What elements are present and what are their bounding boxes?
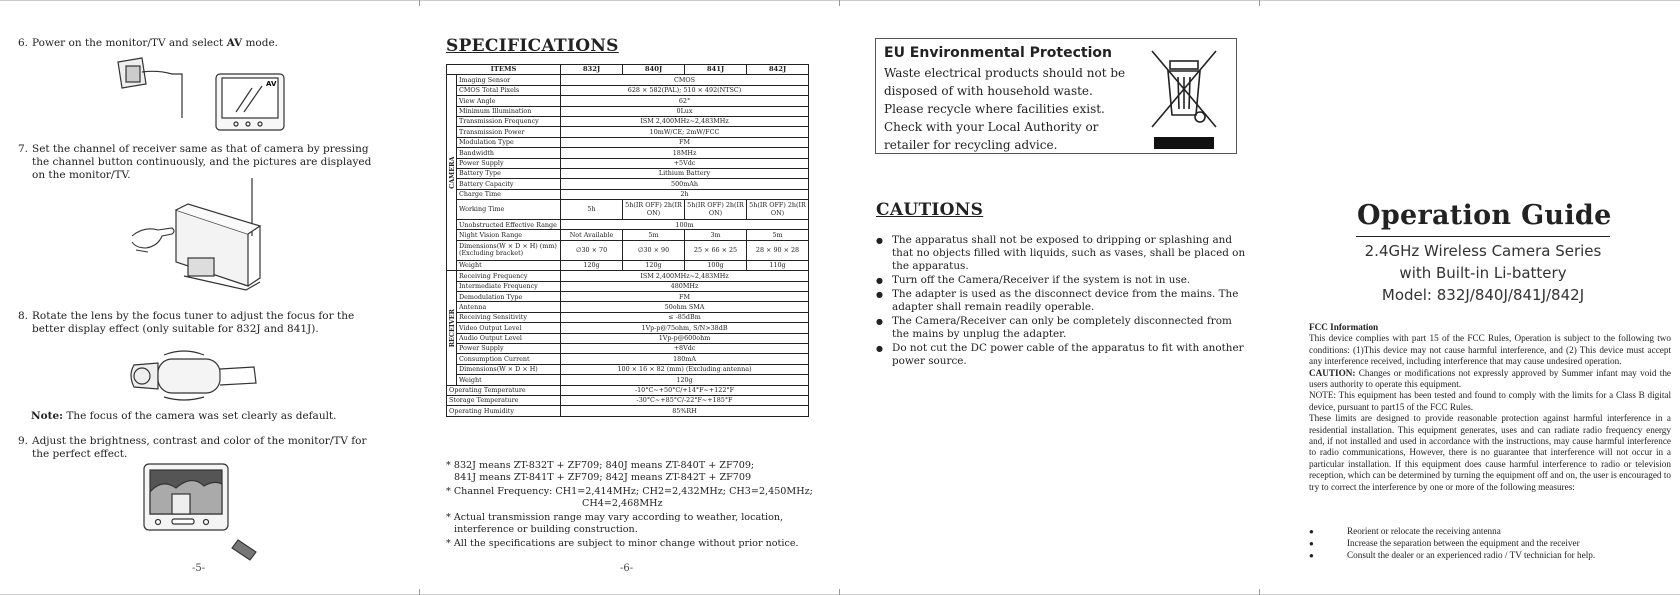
spec-value: FM [561, 292, 809, 302]
spec-value: Lithium Battery [561, 168, 809, 178]
note [31, 410, 337, 422]
spec-value: ∅30 × 70 [561, 240, 623, 260]
fcc-paragraph: This device complies with part 15 of the FCC Rules, Operation is subject to the following two conditions: (1)This device may not cause harmful interference, and (2) This device must accept any interference received, including interference that may cause undesired operation. [1309, 333, 1671, 367]
table-row [447, 127, 809, 137]
table-row [447, 75, 809, 85]
spec-value: CMOS [561, 75, 809, 85]
table-row [447, 375, 809, 385]
spec-item: Modulation Type [457, 137, 561, 147]
table-row [447, 116, 809, 126]
spec-value: ISM 2,400MHz~2,483MHz [561, 271, 809, 281]
spec-value: ≤ -85dBm [561, 312, 809, 322]
list-item: ● Turn off the Camera/Receiver if the system is not in use. [876, 274, 1246, 287]
table-row [447, 260, 809, 270]
table-row [447, 302, 809, 312]
page-number: -6- [620, 563, 634, 574]
table-row [447, 230, 809, 240]
hand-icon [132, 228, 174, 252]
spec-item: Audio Output Level [457, 333, 561, 343]
camera-group-label: CAMERA [447, 75, 457, 271]
table-row [447, 385, 809, 395]
focus-tuner-illustration [124, 345, 274, 405]
table-row [447, 292, 809, 302]
spec-item: Receiving Sensitivity [457, 312, 561, 322]
header-cell: 832J [561, 65, 623, 75]
footnote: * 832J means ZT-832T + ZF709; 840J means ZT-840T + ZF709; [446, 460, 755, 471]
spec-item: Dimensions(W × D × H) (mm) (Excluding bracket) [457, 240, 561, 260]
spec-value: 100g [685, 260, 747, 270]
header-cell: 841J [685, 65, 747, 75]
spec-value: 1Vp-p@75ohm, S/N>38dB [561, 323, 809, 333]
monitor-av-label: AV [266, 80, 277, 88]
spec-item: Weight [457, 375, 561, 385]
spec-table [446, 64, 809, 417]
operation-guide-title: Operation Guide [1357, 200, 1612, 231]
footnote: CH4=2,468MHz [582, 498, 663, 509]
spec-value: 480MHz [561, 281, 809, 291]
spec-value: 50ohm SMA [561, 302, 809, 312]
step-number: 6. [18, 37, 29, 49]
spec-value: 10mW/CE; 2mW/FCC [561, 127, 809, 137]
spec-item: Video Output Level [457, 323, 561, 333]
spec-item: View Angle [457, 96, 561, 106]
adjust-monitor-illustration [142, 462, 266, 562]
footnote: * Channel Frequency: CH1=2,414MHz; CH2=2,432MHz; CH3=2,450MHz; [446, 486, 813, 497]
spec-item: Operating Temperature [447, 385, 561, 395]
spec-value: 25 × 66 × 25 [685, 240, 747, 260]
remote-control-icon [232, 540, 256, 560]
caution-label: CAUTION: [1309, 367, 1356, 378]
table-row [447, 168, 809, 178]
table-row [447, 137, 809, 147]
spec-item: Intermediate Frequency [457, 281, 561, 291]
header-cell: 842J [747, 65, 809, 75]
fcc-title: FCC Information [1309, 322, 1379, 332]
list-item: ● The apparatus shall not be exposed to dripping or splashing and that no objects filled with liquids, such as vases, shall be placed on the apparatus. [876, 234, 1246, 273]
spec-value: 28 × 90 × 28 [747, 240, 809, 260]
spec-item: Transmission Power [457, 127, 561, 137]
table-row [447, 354, 809, 364]
table-row [447, 179, 809, 189]
spec-value: 110g [747, 260, 809, 270]
table-row [447, 85, 809, 95]
list-item: ● Increase the separation between the equipment and the receiver [1309, 538, 1671, 550]
receiver-group-label: RECEIVER [447, 271, 457, 385]
spec-value: 3m [685, 230, 747, 240]
spec-item: Power Supply [457, 343, 561, 353]
spec-item: Transmission Frequency [457, 116, 561, 126]
spec-item: Imaging Sensor [457, 75, 561, 85]
receiver-icon [176, 178, 260, 290]
fold-mark [839, 589, 840, 595]
subtitle: with Built-in Li-battery [1399, 264, 1567, 282]
table-row [447, 96, 809, 106]
step-text: Rotate the lens by the focus tuner to adjust the focus for the better display effect (only suitable for 832J and 841J). [32, 310, 355, 335]
top-rule [0, 0, 1680, 1]
table-row [447, 406, 809, 416]
spec-item: Unobstructed Effective Range [457, 220, 561, 230]
table-row [447, 333, 809, 343]
spec-value: ∅30 × 90 [623, 240, 685, 260]
table-row [447, 364, 809, 374]
table-row [447, 323, 809, 333]
step-number: 7. [18, 143, 29, 155]
av-mode-label: AV [226, 37, 243, 49]
spec-value: FM [561, 137, 809, 147]
spec-item: Working Time [457, 200, 561, 220]
camera-lens-icon [131, 351, 256, 400]
table-row [447, 240, 809, 260]
spec-item: Charge Time [457, 189, 561, 199]
eu-text: Waste electrical products should not be disposed of with household waste. Please recycle where facilities exist. Check with your Local Authority or retailer for recycling advice. [884, 66, 1126, 152]
step-text: mode. [242, 37, 279, 49]
table-row [447, 312, 809, 322]
header-cell: ITEMS [447, 65, 561, 75]
spec-item: Bandwidth [457, 148, 561, 158]
cautions-title: CAUTIONS [876, 200, 984, 220]
table-row [447, 158, 809, 168]
crossed-bin-icon [1148, 45, 1220, 133]
table-row [447, 343, 809, 353]
spec-item: Power Supply [457, 158, 561, 168]
spec-value: 1Vp-p@600ohm [561, 333, 809, 343]
spec-value: 120g [623, 260, 685, 270]
specifications-title: SPECIFICATIONS [446, 36, 619, 56]
spec-item: Battery Type [457, 168, 561, 178]
note-label: Note: [31, 410, 64, 422]
list-item: ● The adapter is used as the disconnect device from the mains. The adapter shall remain readily operable. [876, 288, 1246, 314]
spec-value: 85%RH [561, 406, 809, 416]
step-text: Set the channel of receiver same as that of camera by pressing the channel button continuously, and the pictures are displayed on the monitor/TV. [32, 143, 372, 181]
spec-value: 5m [747, 230, 809, 240]
spec-item: Demodulation Type [457, 292, 561, 302]
monitor-photo-icon [144, 464, 228, 530]
spec-value: 120g [561, 375, 809, 385]
list-item: ● Reorient or relocate the receiving antenna [1309, 526, 1671, 538]
spec-value: Not Available [561, 230, 623, 240]
power-adapter-icon [118, 58, 182, 118]
eu-environmental-box [875, 38, 1237, 154]
fcc-note: NOTE: This equipment has been tested and found to comply with the limits for a Class B digital device, pursuant to part15 of the FCC Rules. [1309, 390, 1671, 412]
footnote: interference or building construction. [454, 524, 638, 535]
table-row [447, 220, 809, 230]
spec-value: 100m [561, 220, 809, 230]
caution-text: Changes or modifications not expressly approved by Summer infant may void the users authority to operate this equipment. [1309, 367, 1671, 390]
spec-value: 5h(IR OFF) 2h(IR ON) [623, 200, 685, 220]
bin-bar [1154, 137, 1214, 149]
note-text: The focus of the camera was set clearly as default. [63, 410, 337, 422]
spec-value: 5h [561, 200, 623, 220]
table-row [447, 148, 809, 158]
fold-mark [419, 589, 420, 595]
fcc-measures-list [1309, 526, 1671, 561]
fcc-paragraph: These limits are designed to provide reasonable protection against harmful interference in a residential installation. This equipment generates, uses and can radiate radio frequency energy and, if not installed and used in accordance with the instructions, may cause harmful interference to radio communications, However, there is no guarantee that interference will not occur in a particular installation. If this equipment does cause harmful interference to radio or television reception, which can be determined by turning the equipment off and on, the user is encouraged to try to correct the interference by one or more of the following measures: [1309, 413, 1671, 492]
spec-value: -30°C~+85°C/-22°F~+185°F [561, 395, 809, 405]
spec-item: Storage Temperature [447, 395, 561, 405]
spec-item: Battery Capacity [457, 179, 561, 189]
fcc-information [1309, 322, 1671, 493]
table-row [447, 271, 809, 281]
subtitle: 2.4GHz Wireless Camera Series [1364, 242, 1602, 260]
spec-value: -10°C~+50°C/+14°F~+122°F [561, 385, 809, 395]
list-item: ● Consult the dealer or an experienced radio / TV technician for help. [1309, 550, 1671, 562]
footnote: * Actual transmission range may vary according to weather, location, [446, 512, 784, 523]
spec-item: Dimensions(W × D × H) [457, 364, 561, 374]
eu-title: EU Environmental Protection [884, 45, 1112, 61]
table-row [447, 189, 809, 199]
title-underline [1356, 236, 1610, 237]
power-monitor-illustration [112, 54, 302, 136]
spec-value: 0Lux [561, 106, 809, 116]
page-number: -5- [192, 563, 206, 574]
fold-mark [839, 0, 840, 6]
footnote: * All the specifications are subject to minor change without prior notice. [446, 538, 799, 549]
step-text: Power on the monitor/TV and select [32, 37, 227, 49]
model-line: Model: 832J/840J/841J/842J [1381, 286, 1585, 304]
table-row [447, 395, 809, 405]
spec-item: Night Vision Range [457, 230, 561, 240]
spec-value: ISM 2,400MHz~2,483MHz [561, 116, 809, 126]
spec-value: 100 × 16 × 82 (mm) (Excluding antenna) [561, 364, 809, 374]
spec-value: +5Vdc [561, 158, 809, 168]
spec-value: 180mA [561, 354, 809, 364]
spec-item: CMOS Total Pixels [457, 85, 561, 95]
step-text: Adjust the brightness, contrast and color of the monitor/TV for the perfect effect. [32, 435, 367, 460]
cautions-list [876, 234, 1246, 369]
table-row [447, 106, 809, 116]
fold-mark [419, 0, 420, 6]
table-row [447, 200, 809, 220]
spec-value: 62° [561, 96, 809, 106]
spec-value: 5h(IR OFF) 2h(IR ON) [685, 200, 747, 220]
spec-value: +8Vdc [561, 343, 809, 353]
list-item: ● The Camera/Receiver can only be completely disconnected from the mains by unplug the adapter. [876, 315, 1246, 341]
table-row [447, 281, 809, 291]
step-number: 8. [18, 310, 29, 322]
spec-item: Consumption Current [457, 354, 561, 364]
spec-item: Receiving Frequency [457, 271, 561, 281]
spec-value: 120g [561, 260, 623, 270]
spec-value: 2h [561, 189, 809, 199]
spec-item: Operating Humidity [447, 406, 561, 416]
spec-item: Minimum Illumination [457, 106, 561, 116]
spec-header-row [447, 65, 809, 75]
list-item: ● Do not cut the DC power cable of the apparatus to fit with another power source. [876, 342, 1246, 368]
fold-mark [1259, 589, 1260, 595]
spec-value: 628 × 582(PAL); 510 × 492(NTSC) [561, 85, 809, 95]
spec-value: 500mAh [561, 179, 809, 189]
step-number: 9. [18, 435, 29, 447]
spec-value: 18MHz [561, 148, 809, 158]
footnote: 841J means ZT-841T + ZF709; 842J means ZT-842T + ZF709 [454, 472, 752, 483]
header-cell: 840J [623, 65, 685, 75]
spec-value: 5m [623, 230, 685, 240]
spec-item: Weight [457, 260, 561, 270]
receiver-channel-illustration [128, 176, 278, 294]
fold-mark [1259, 0, 1260, 6]
spec-item: Antenna [457, 302, 561, 312]
spec-value: 5h(IR OFF) 2h(IR ON) [747, 200, 809, 220]
